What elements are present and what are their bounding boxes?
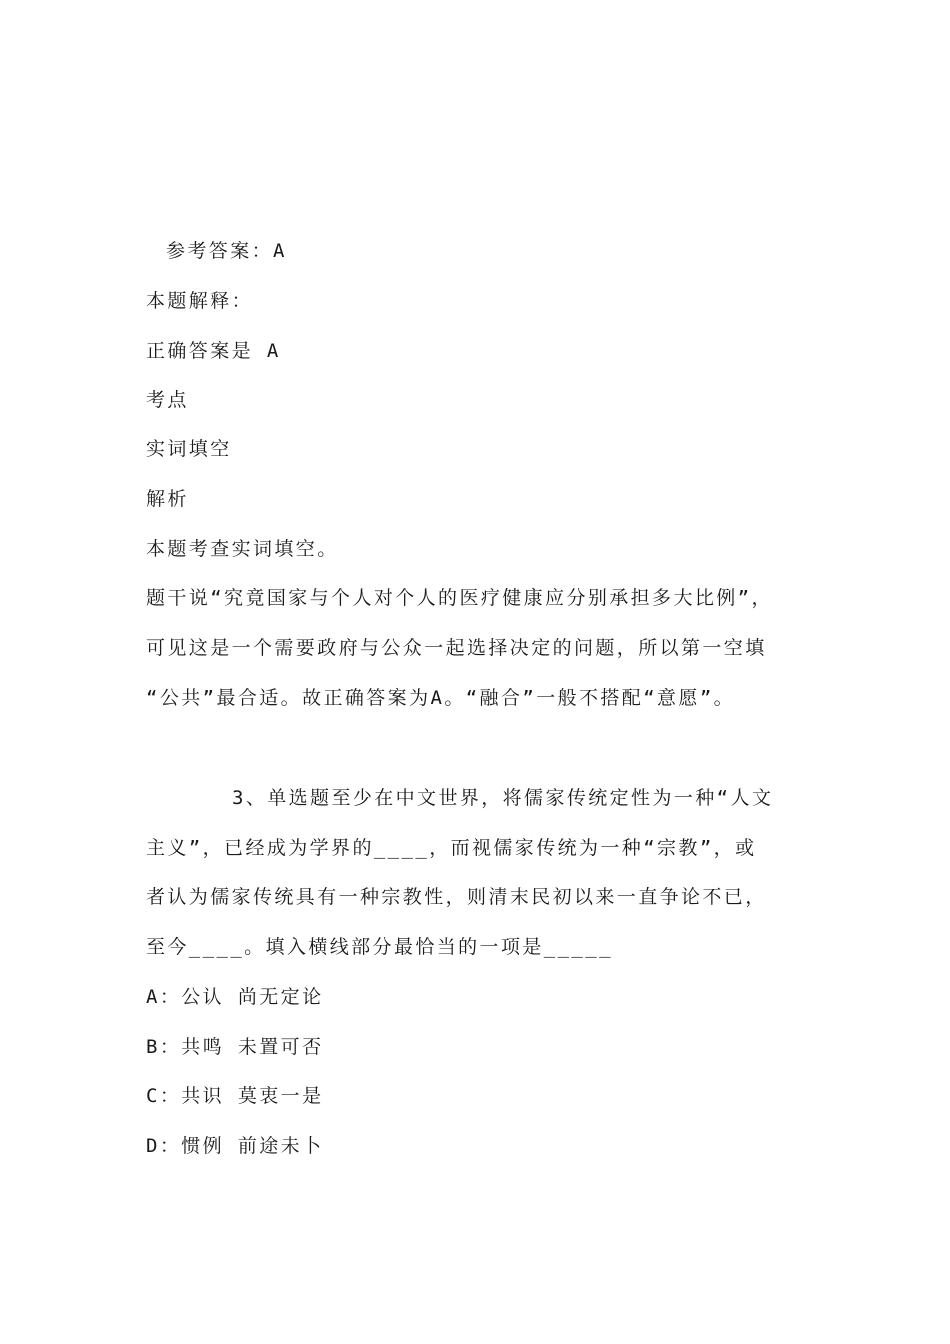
kaodian-label: 考点 [146, 389, 189, 411]
jiexi-label: 解析 [146, 488, 189, 510]
reference-answer: 参考答案：A [166, 240, 287, 262]
question-stem-line: 者认为儒家传统具有一种宗教性，则清末民初以来一直争论不已， [146, 886, 767, 908]
jiexi-line: 可见这是一个需要政府与公众一起选择决定的问题，所以第一空填 [146, 637, 767, 659]
option-c: C：共识 莫衷一是 [146, 1085, 324, 1107]
question-stem-line: 至今____。填入横线部分最恰当的一项是_____ [146, 936, 613, 958]
jiexi-intro: 本题考查实词填空。 [146, 538, 339, 560]
correct-answer: 正确答案是 A [146, 340, 281, 362]
question-stem-line: 3、单选题至少在中文世界，将儒家传统定性为一种“人文 [232, 787, 774, 809]
kaodian-value: 实词填空 [146, 438, 232, 460]
explanation-heading: 本题解释： [146, 290, 254, 312]
jiexi-line: 题干说“究竟国家与个人对个人的医疗健康应分别承担多大比例”， [146, 587, 773, 609]
jiexi-line: “公共”最合适。故正确答案为A。“融合”一般不搭配“意愿”。 [146, 687, 736, 709]
question-stem-line: 主义”，已经成为学界的____，而视儒家传统为一种“宗教”，或 [146, 837, 757, 859]
option-b: B：共鸣 未置可否 [146, 1036, 324, 1058]
option-d: D：惯例 前途未卜 [146, 1135, 324, 1157]
option-a: A：公认 尚无定论 [146, 986, 324, 1008]
